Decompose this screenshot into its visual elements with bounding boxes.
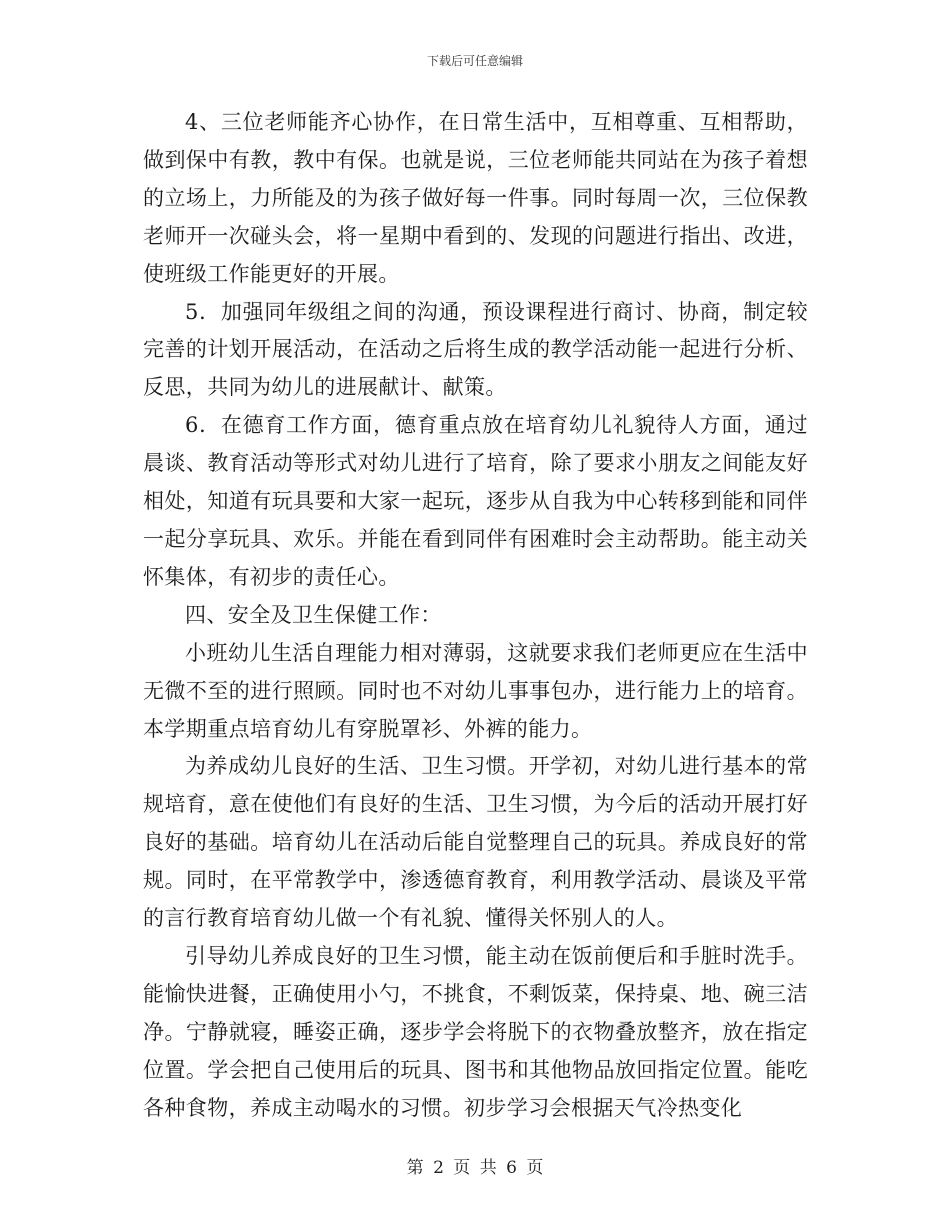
paragraph-grade-communication: 5．加强同年级组之间的沟通，预设课程进行商讨、协商，制定较完善的计划开展活动，在活动之后将生成的教学活动能一起进行分析、反思，共同为幼儿的进展献计、献策。 <box>143 299 808 400</box>
document-body <box>143 104 808 1127</box>
paragraph-moral-education: 6．在德育工作方面，德育重点放在培育幼儿礼貌待人方面，通过晨谈、教育活动等形式对幼儿进行了培育，除了要求小朋友之间能友好相处，知道有玩具要和大家一起玩，逐步从自我为中心转移到能和同伴一起分享玩具、欢乐。并能在看到同伴有困难时会主动帮助。能主动关怀集体，有初步的责任心。 <box>143 413 808 589</box>
paragraph-self-care: 小班幼儿生活自理能力相对薄弱，这就要求我们老师更应在生活中无微不至的进行照顾。同时也不对幼儿事事包办，进行能力上的培育。本学期重点培育幼儿有穿脱罩衫、外裤的能力。 <box>143 640 808 741</box>
section-heading-safety-hygiene: 四、安全及卫生保健工作： <box>185 602 442 627</box>
page-number-footer: 第 2 页 共 6 页 <box>406 1158 544 1178</box>
paragraph-habits: 为养成幼儿良好的生活、卫生习惯。开学初，对幼儿进行基本的常规培育，意在使他们有良好的生活、卫生习惯，为今后的活动开展打好良好的基础。培育幼儿在活动后能自觉整理自己的玩具。养成良好的常规。同时，在平常教学中，渗透德育教育，利用教学活动、晨谈及平常的言行教育培育幼儿做一个有礼貌、懂得关怀别人的人。 <box>143 754 808 931</box>
paragraph-hygiene-habits: 引导幼儿养成良好的卫生习惯，能主动在饭前便后和手脏时洗手。能愉快进餐，正确使用小勺，不挑食，不剩饭菜，保持桌、地、碗三洁净。宁静就寝，睡姿正确，逐步学会将脱下的衣物叠放整齐，放在指定位置。学会把自己使用后的玩具、图书和其他物品放回指定位置。能吃各种食物，养成主动喝水的习惯。初步学习会根据天气冷热变化 <box>143 943 808 1120</box>
paragraph-teacher-cooperation: 4、三位老师能齐心协作，在日常生活中，互相尊重、互相帮助，做到保中有教，教中有保。也就是说，三位老师能共同站在为孩子着想的立场上，力所能及的为孩子做好每一件事。同时每周一次，三位保教老师开一次碰头会，将一星期中看到的、发现的问题进行指出、改进，使班级工作能更好的开展。 <box>143 110 808 286</box>
page-header-note: 下载后可任意编辑 <box>426 54 523 68</box>
